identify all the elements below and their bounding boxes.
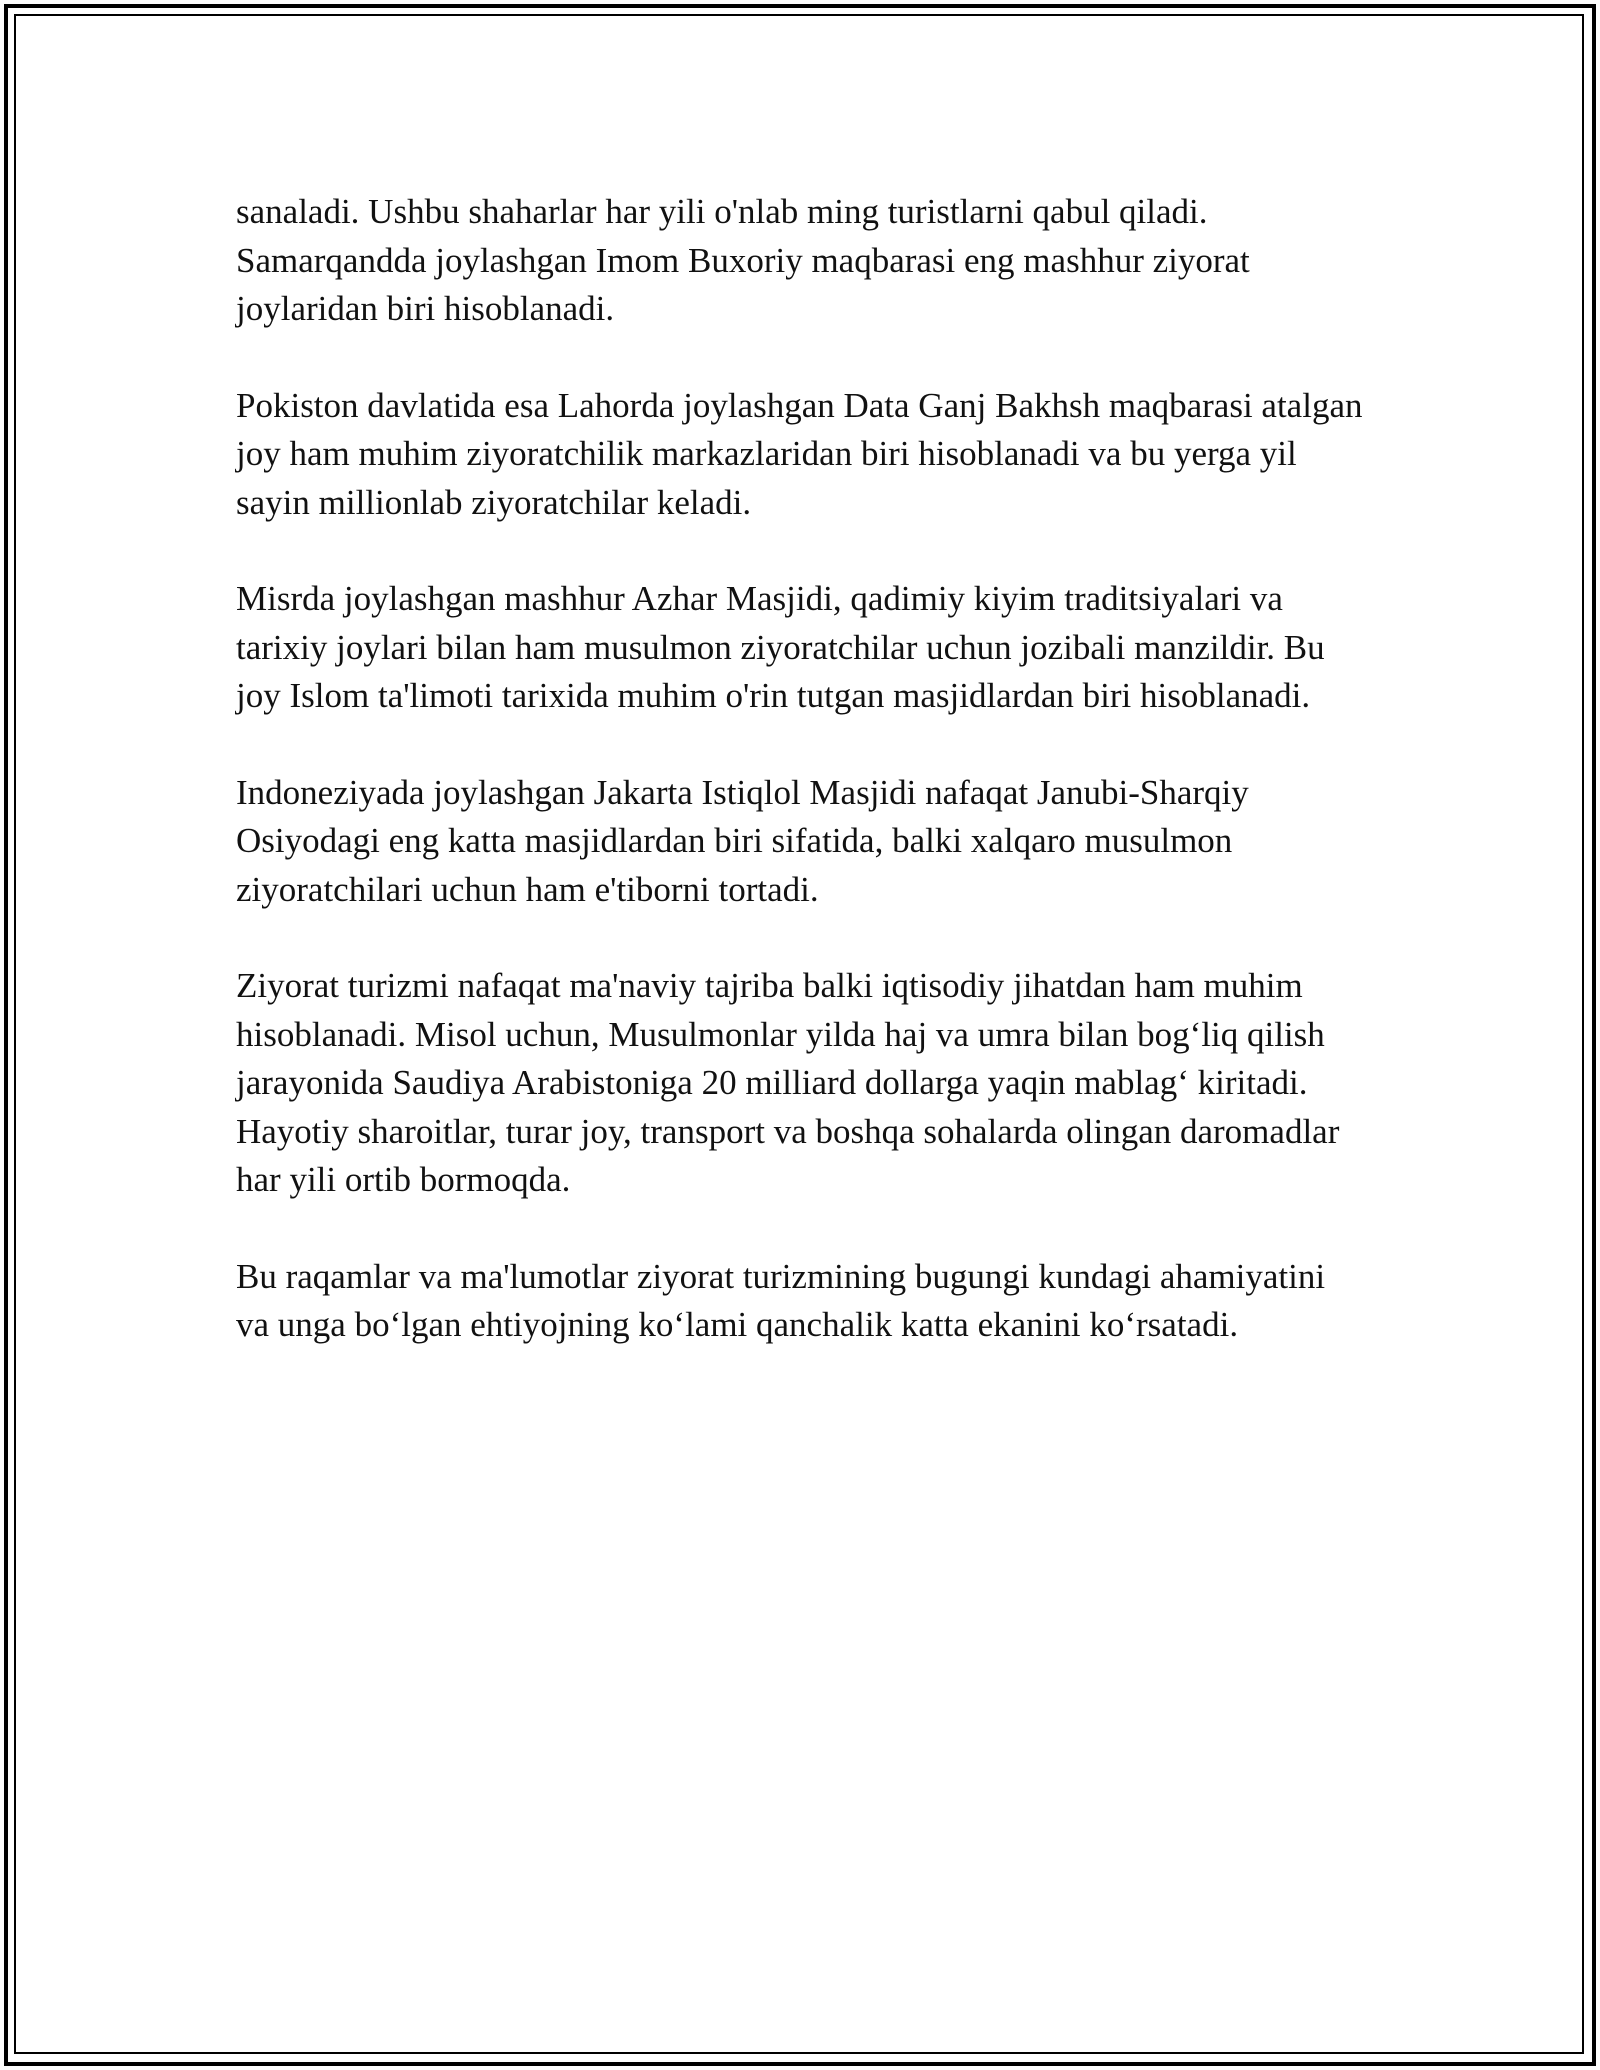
paragraph: Indoneziyada joylashgan Jakarta Istiqlol Masjidi nafaqat Janubi-Sharqiy Osiyodagi eng katta masjidlardan biri sifatida, balki xalqaro musulmon ziyoratchilari uchun ham e'tiborni tortadi. <box>236 772 1249 909</box>
paragraph: Bu raqamlar va ma'lumotlar ziyorat turizmining bugungi kundagi ahamiyatini va unga bo‘lgan ehtiyojning ko‘lami qanchalik katta ekanini ko‘rsatadi. <box>236 1256 1326 1344</box>
paragraph: Pokiston davlatida esa Lahorda joylashgan Data Ganj Bakhsh maqbarasi atalgan joy ham muhim ziyoratchilik markazlaridan biri hisoblanadi va bu yerga yil sayin millionlab ziyoratchilar keladi. <box>236 385 1363 522</box>
document-body <box>236 188 1366 1398</box>
paragraph: Misrda joylashgan mashhur Azhar Masjidi, qadimiy kiyim traditsiyalari va tarixiy joylari bilan ham musulmon ziyoratchilar uchun jozibali manzildir. Bu joy Islom ta'limoti tarixida muhim o'rin tutgan masjidlardan biri hisoblanadi. <box>236 579 1325 715</box>
paragraph: sanaladi. Ushbu shaharlar har yili o'nlab ming turistlarni qabul qiladi. Samarqandda joylashgan Imom Buxoriy maqbarasi eng mashhur ziyorat joylaridan biri hisoblanadi. <box>236 192 1250 328</box>
paragraph: Ziyorat turizmi nafaqat ma'naviy tajriba balki iqtisodiy jihatdan ham muhim hisoblanadi. Misol uchun, Musulmonlar yilda haj va umra bilan bog‘liq qilish jarayonida Saudiya Arabistoniga 20 milliard dollarga yaqin mablag‘ kiritadi. Hayotiy sharoitlar, turar joy, transport va boshqa sohalarda olingan daromadlar har yili ortib bormoqda. <box>236 966 1340 1199</box>
